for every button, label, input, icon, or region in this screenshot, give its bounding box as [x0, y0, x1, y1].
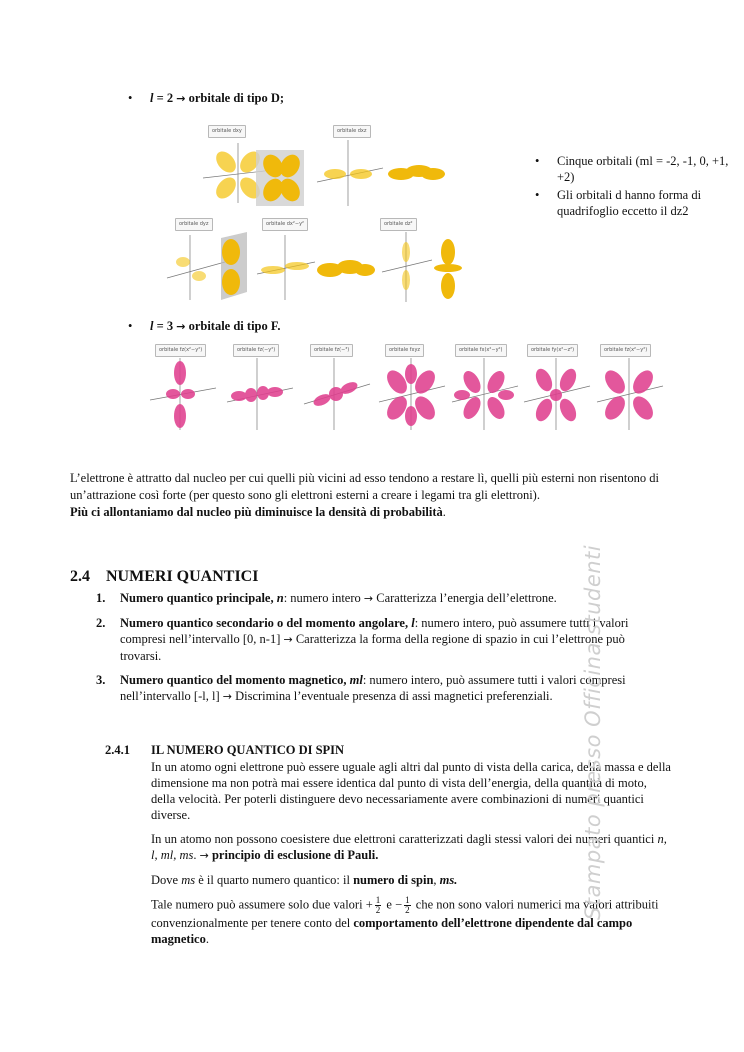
- subsection-heading: 2.4.1 IL NUMERO QUANTICO DI SPIN: [105, 743, 345, 757]
- f-caption-2: orbitale fz(−y²): [233, 344, 279, 357]
- f-orbital-5-image: [450, 356, 522, 432]
- f-orbital-2-image: [225, 356, 297, 432]
- d-caption-1: orbitale dxy: [208, 125, 246, 138]
- fraction-one-half: $\frac{1}{2}$: [405, 895, 410, 915]
- d-orbital-dxy-image: [198, 138, 313, 208]
- spin-paragraph-4: Tale numero può assumere solo due valori + $\frac{1}{2}$ e − $\frac{1}{2}$ che non sono valori numerici ma valori attribuiti convenzionalmente per tenere conto del comportamento dell’elettrone dipendente dal campo magnetico.: [151, 895, 659, 946]
- f-caption-4: orbitale fxyz: [385, 344, 424, 357]
- spin-paragraph-3: Dove ms è il quarto numero quantico: il numero di spin, ms.: [151, 873, 458, 887]
- bullet-dot: •: [128, 319, 133, 333]
- d-orbital-dyz-image: [165, 230, 255, 305]
- bullet-f-text: l = 3 → orbitale di tipo F.: [150, 319, 281, 333]
- d-caption-3: orbitale dyz: [175, 218, 213, 231]
- list-item: 1. Numero quantico principale, n: numero intero → Caratterizza l’energia dell’elettrone.: [96, 591, 557, 605]
- f-orbital-1-image: [148, 356, 220, 432]
- f-caption-5: orbitale fx(x²−y²): [455, 344, 507, 357]
- list-item: 2. Numero quantico secondario o del momento angolare, l: numero intero, può assumere tutti i valori compresi nell’intervallo [0, n-1] → Caratterizza la forma della regione di spazio in cui l’elettrone può trovarsi.: [96, 616, 629, 663]
- d-orbital-dx2y2-image: [255, 230, 375, 305]
- spin-paragraph-2: In un atomo non possono coesistere due elettroni caratterizzati dagli stessi valori dei numeri quantici n, l, ml, ms. → principio di esclusione di Pauli.: [151, 832, 667, 862]
- f-caption-3: orbitale fz(−³): [310, 344, 353, 357]
- list-item: 3. Numero quantico del momento magnetico, ml: numero intero, può assumere tutti i valori compresi nell’intervallo [-l, l] → Discrimina l’eventuale presenza di assi magnetici preferenziali.: [96, 673, 626, 703]
- d-orbital-dz2-image: [380, 230, 470, 305]
- f-orbital-6-image: [522, 356, 594, 432]
- note-item: • Cinque orbitali (ml = -2, -1, 0, +1, +2): [535, 154, 729, 184]
- bullet-dot: •: [128, 91, 133, 105]
- fraction-one-half: $\frac{1}{2}$: [375, 895, 381, 915]
- d-caption-4: orbitale dx²−y²: [262, 218, 308, 231]
- section-heading: 2.4 NUMERI QUANTICI: [70, 568, 259, 585]
- note-item: • Gli orbitali d hanno forma di quadrifoglio eccetto il dz2: [535, 188, 702, 218]
- f-orbital-3-image: [302, 356, 374, 432]
- f-orbital-4-image: [377, 356, 449, 432]
- f-orbital-7-image: [595, 356, 667, 432]
- spin-paragraph-1: In un atomo ogni elettrone può essere uguale agli altri dal punto di vista della carica, della massa e della dimensione ma non potrà mai essere identica dal punto di vista dell’energia, della quantità di moto, della velocità. Per poterli distinguere devo necessariamente avere combinazioni di numeri quantici diverse.: [151, 760, 671, 822]
- d-caption-2: orbitale dxz: [333, 125, 371, 138]
- d-orbital-dxz-image: [315, 138, 465, 208]
- d-orbitals-notes: [535, 153, 735, 221]
- bullet-d-text: l = 2 → orbitale di tipo D;: [150, 91, 285, 105]
- watermark: Stampato presso Officina studenti: [581, 544, 605, 920]
- d-caption-5: orbitale dz²: [380, 218, 417, 231]
- f-caption-1: orbitale fz(x²−y²): [155, 344, 206, 357]
- f-caption-6: orbitale fy(x²−z²): [527, 344, 578, 357]
- probability-paragraph: L’elettrone è attratto dal nucleo per cui quelli più vicini ad esso tendono a restare lì, quelli più esterni non risentono di un’attrazione così forte (per questo sono gli elettroni esterni a creare i legami tra gli elettroni). Più ci allontaniamo dal nucleo più diminuisce la densità di probabilità.: [70, 471, 659, 519]
- f-caption-7: orbitale fz(x²−y²): [600, 344, 651, 357]
